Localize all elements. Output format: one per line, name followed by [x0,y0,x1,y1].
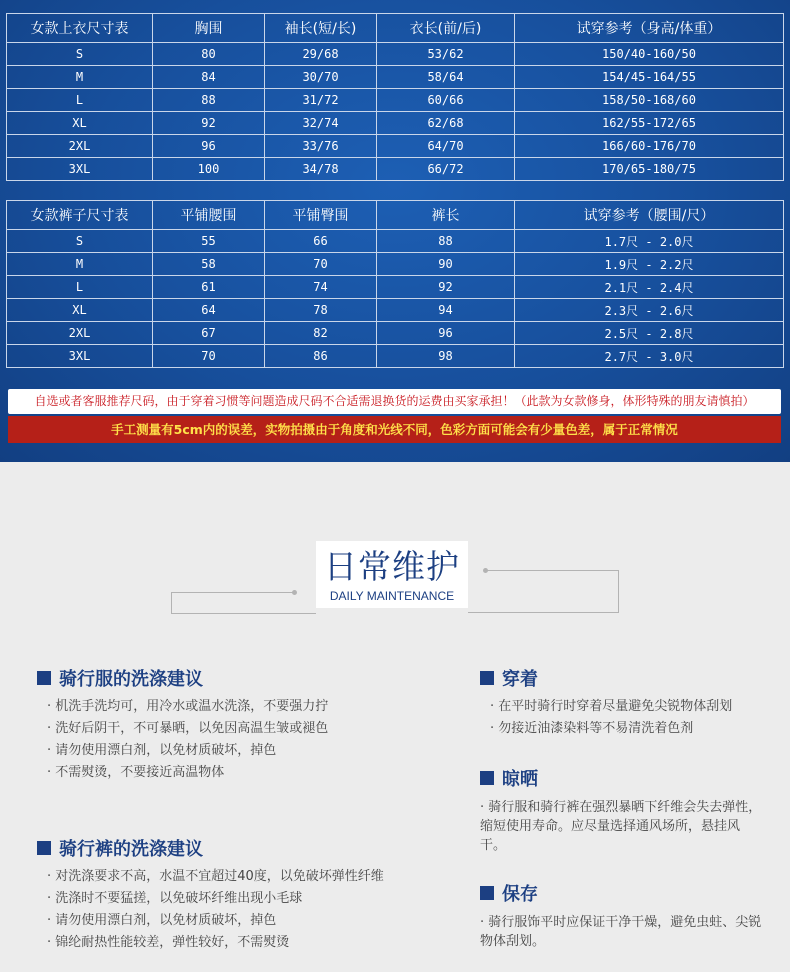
deco-line-right-vertical [618,570,619,613]
table-cell: 58 [153,253,265,276]
list-item: · 勿接近油漆染料等不易清洗着色剂 [490,721,694,736]
pants-table-header-cell: 平铺臀围 [265,201,377,230]
table-cell: 58/64 [377,66,515,89]
table-cell: 86 [265,345,377,368]
pants-table-header-cell: 女款裤子尺寸表 [7,201,153,230]
top-table-header-cell: 试穿参考（身高/体重） [515,14,784,43]
table-cell: 53/62 [377,43,515,66]
table-cell: 98 [377,345,515,368]
size-cell: XL [7,112,153,135]
size-cell: 2XL [7,322,153,345]
table-cell: 88 [377,230,515,253]
table-row [7,322,784,345]
deco-dot-left [292,590,297,595]
table-row [7,112,784,135]
table-cell: 66/72 [377,158,515,181]
storage-heading-row [480,881,765,905]
size-cell: 2XL [7,135,153,158]
table-row [7,158,784,181]
table-cell: 62/68 [377,112,515,135]
table-cell: 33/76 [265,135,377,158]
table-row [7,66,784,89]
top-table-header-cell: 女款上衣尺寸表 [7,14,153,43]
table-cell: 158/50-168/60 [515,89,784,112]
table-cell: 61 [153,276,265,299]
table-cell: 162/55-172/65 [515,112,784,135]
list-item: · 请勿使用漂白剂，以免材质破坏，掉色 [47,743,277,758]
maintenance-title-box [316,541,468,608]
deco-line-right-top [487,570,619,571]
pants-table-header-row [7,201,784,230]
deco-line-left-top [171,592,295,593]
wearing-heading-row [480,666,732,690]
table-row [7,253,784,276]
table-cell: 82 [265,322,377,345]
size-chart-section [0,0,790,462]
jersey-wash-heading-row [37,666,328,690]
size-cell: S [7,230,153,253]
square-bullet-icon [37,841,51,855]
table-cell: 29/68 [265,43,377,66]
table-cell: 55 [153,230,265,253]
pants-wash-list [37,866,384,954]
deco-line-left-vertical [171,592,172,614]
size-cell: XL [7,299,153,322]
pants-wash-heading-row [37,836,384,860]
table-row [7,230,784,253]
size-cell: S [7,43,153,66]
size-cell: L [7,276,153,299]
measurement-error-notice: 手工测量有5cm内的误差，实物拍摄由于角度和光线不同，色彩方面可能会有少量色差，属于正常情况 [8,416,781,443]
deco-dot-right [483,568,488,573]
table-cell: 170/65-180/75 [515,158,784,181]
drying-heading: 晾晒 [502,769,538,790]
wearing-list [480,696,732,740]
table-cell: 2.7尺 - 3.0尺 [515,345,784,368]
table-cell: 66 [265,230,377,253]
jersey-wash-heading: 骑行服的洗涤建议 [59,669,203,690]
table-cell: 74 [265,276,377,299]
square-bullet-icon [480,886,494,900]
table-row [7,345,784,368]
table-cell: 70 [265,253,377,276]
pants-wash-heading: 骑行裤的洗涤建议 [59,839,203,860]
jersey-wash-section [37,666,328,784]
table-cell: 94 [377,299,515,322]
top-table-header-cell: 袖长(短/长) [265,14,377,43]
list-item: · 洗涤时不要猛搓，以免破坏纤维出现小毛球 [47,891,303,906]
table-cell: 92 [377,276,515,299]
table-cell: 31/72 [265,89,377,112]
pants-table-header-cell: 试穿参考（腰围/尺） [515,201,784,230]
top-table-header-cell: 衣长(前/后) [377,14,515,43]
storage-heading: 保存 [502,884,538,905]
table-cell: 92 [153,112,265,135]
table-cell: 2.3尺 - 2.6尺 [515,299,784,322]
maintenance-subtitle: DAILY MAINTENANCE [329,589,455,603]
pants-table-header-cell: 裤长 [377,201,515,230]
table-row [7,43,784,66]
table-cell: 150/40-160/50 [515,43,784,66]
table-cell: 154/45-164/55 [515,66,784,89]
wearing-heading: 穿着 [502,669,538,690]
square-bullet-icon [480,771,494,785]
table-cell: 96 [153,135,265,158]
deco-line-right-bottom [468,612,619,613]
table-cell: 70 [153,345,265,368]
table-cell: 96 [377,322,515,345]
size-cell: 3XL [7,158,153,181]
table-row [7,89,784,112]
table-cell: 100 [153,158,265,181]
size-cell: M [7,66,153,89]
return-policy-notice: 自选或者客服推荐尺码，由于穿着习惯等问题造成尺码不合适需退换货的运费由买家承担！（此款为女款修身，体形特殊的朋友请慎拍） [8,389,781,414]
size-cell: M [7,253,153,276]
table-cell: 60/66 [377,89,515,112]
storage-text: · 骑行服饰平时应保证干净干燥，避免虫蛀、尖锐物体刮划。 [480,915,762,949]
table-cell: 1.7尺 - 2.0尺 [515,230,784,253]
table-cell: 84 [153,66,265,89]
table-cell: 30/70 [265,66,377,89]
deco-line-left-horizontal [171,613,316,614]
size-cell: 3XL [7,345,153,368]
table-cell: 166/60-176/70 [515,135,784,158]
list-item: · 请勿使用漂白剂，以免材质破坏，掉色 [47,913,277,928]
top-table-header-cell: 胸围 [153,14,265,43]
drying-text: · 骑行服和骑行裤在强烈暴晒下纤维会失去弹性，缩短使用寿命。应尽量选择通风场所，悬挂风干。 [480,800,762,853]
pants-table-header-cell: 平铺腰围 [153,201,265,230]
table-cell: 32/74 [265,112,377,135]
drying-heading-row [480,766,765,790]
table-cell: 78 [265,299,377,322]
list-item: · 锦纶耐热性能较差，弹性较好，不需熨烫 [47,935,290,950]
table-row [7,276,784,299]
table-cell: 64 [153,299,265,322]
square-bullet-icon [480,671,494,685]
table-cell: 67 [153,322,265,345]
storage-section [480,881,765,951]
top-table-header-row [7,14,784,43]
table-cell: 2.1尺 - 2.4尺 [515,276,784,299]
pants-size-table [6,200,784,368]
table-cell: 80 [153,43,265,66]
list-item: · 在平时骑行时穿着尽量避免尖锐物体刮划 [490,699,733,714]
maintenance-title: 日常维护 [324,547,460,586]
size-cell: L [7,89,153,112]
list-item: · 不需熨烫，不要接近高温物体 [47,765,225,780]
drying-section [480,766,765,855]
top-size-table [6,13,784,181]
table-cell: 2.5尺 - 2.8尺 [515,322,784,345]
jersey-wash-list [37,696,328,784]
table-cell: 88 [153,89,265,112]
table-cell: 64/70 [377,135,515,158]
list-item: · 对洗涤要求不高，水温不宜超过40度，以免破坏弹性纤维 [47,869,384,884]
table-row [7,135,784,158]
table-cell: 1.9尺 - 2.2尺 [515,253,784,276]
table-row [7,299,784,322]
list-item: · 洗好后阴干，不可暴晒，以免因高温生皱或褪色 [47,721,329,736]
square-bullet-icon [37,671,51,685]
wearing-section [480,666,732,740]
pants-wash-section [37,836,384,954]
table-cell: 90 [377,253,515,276]
list-item: · 机洗手洗均可，用冷水或温水洗涤，不要强力拧 [47,699,329,714]
table-cell: 34/78 [265,158,377,181]
